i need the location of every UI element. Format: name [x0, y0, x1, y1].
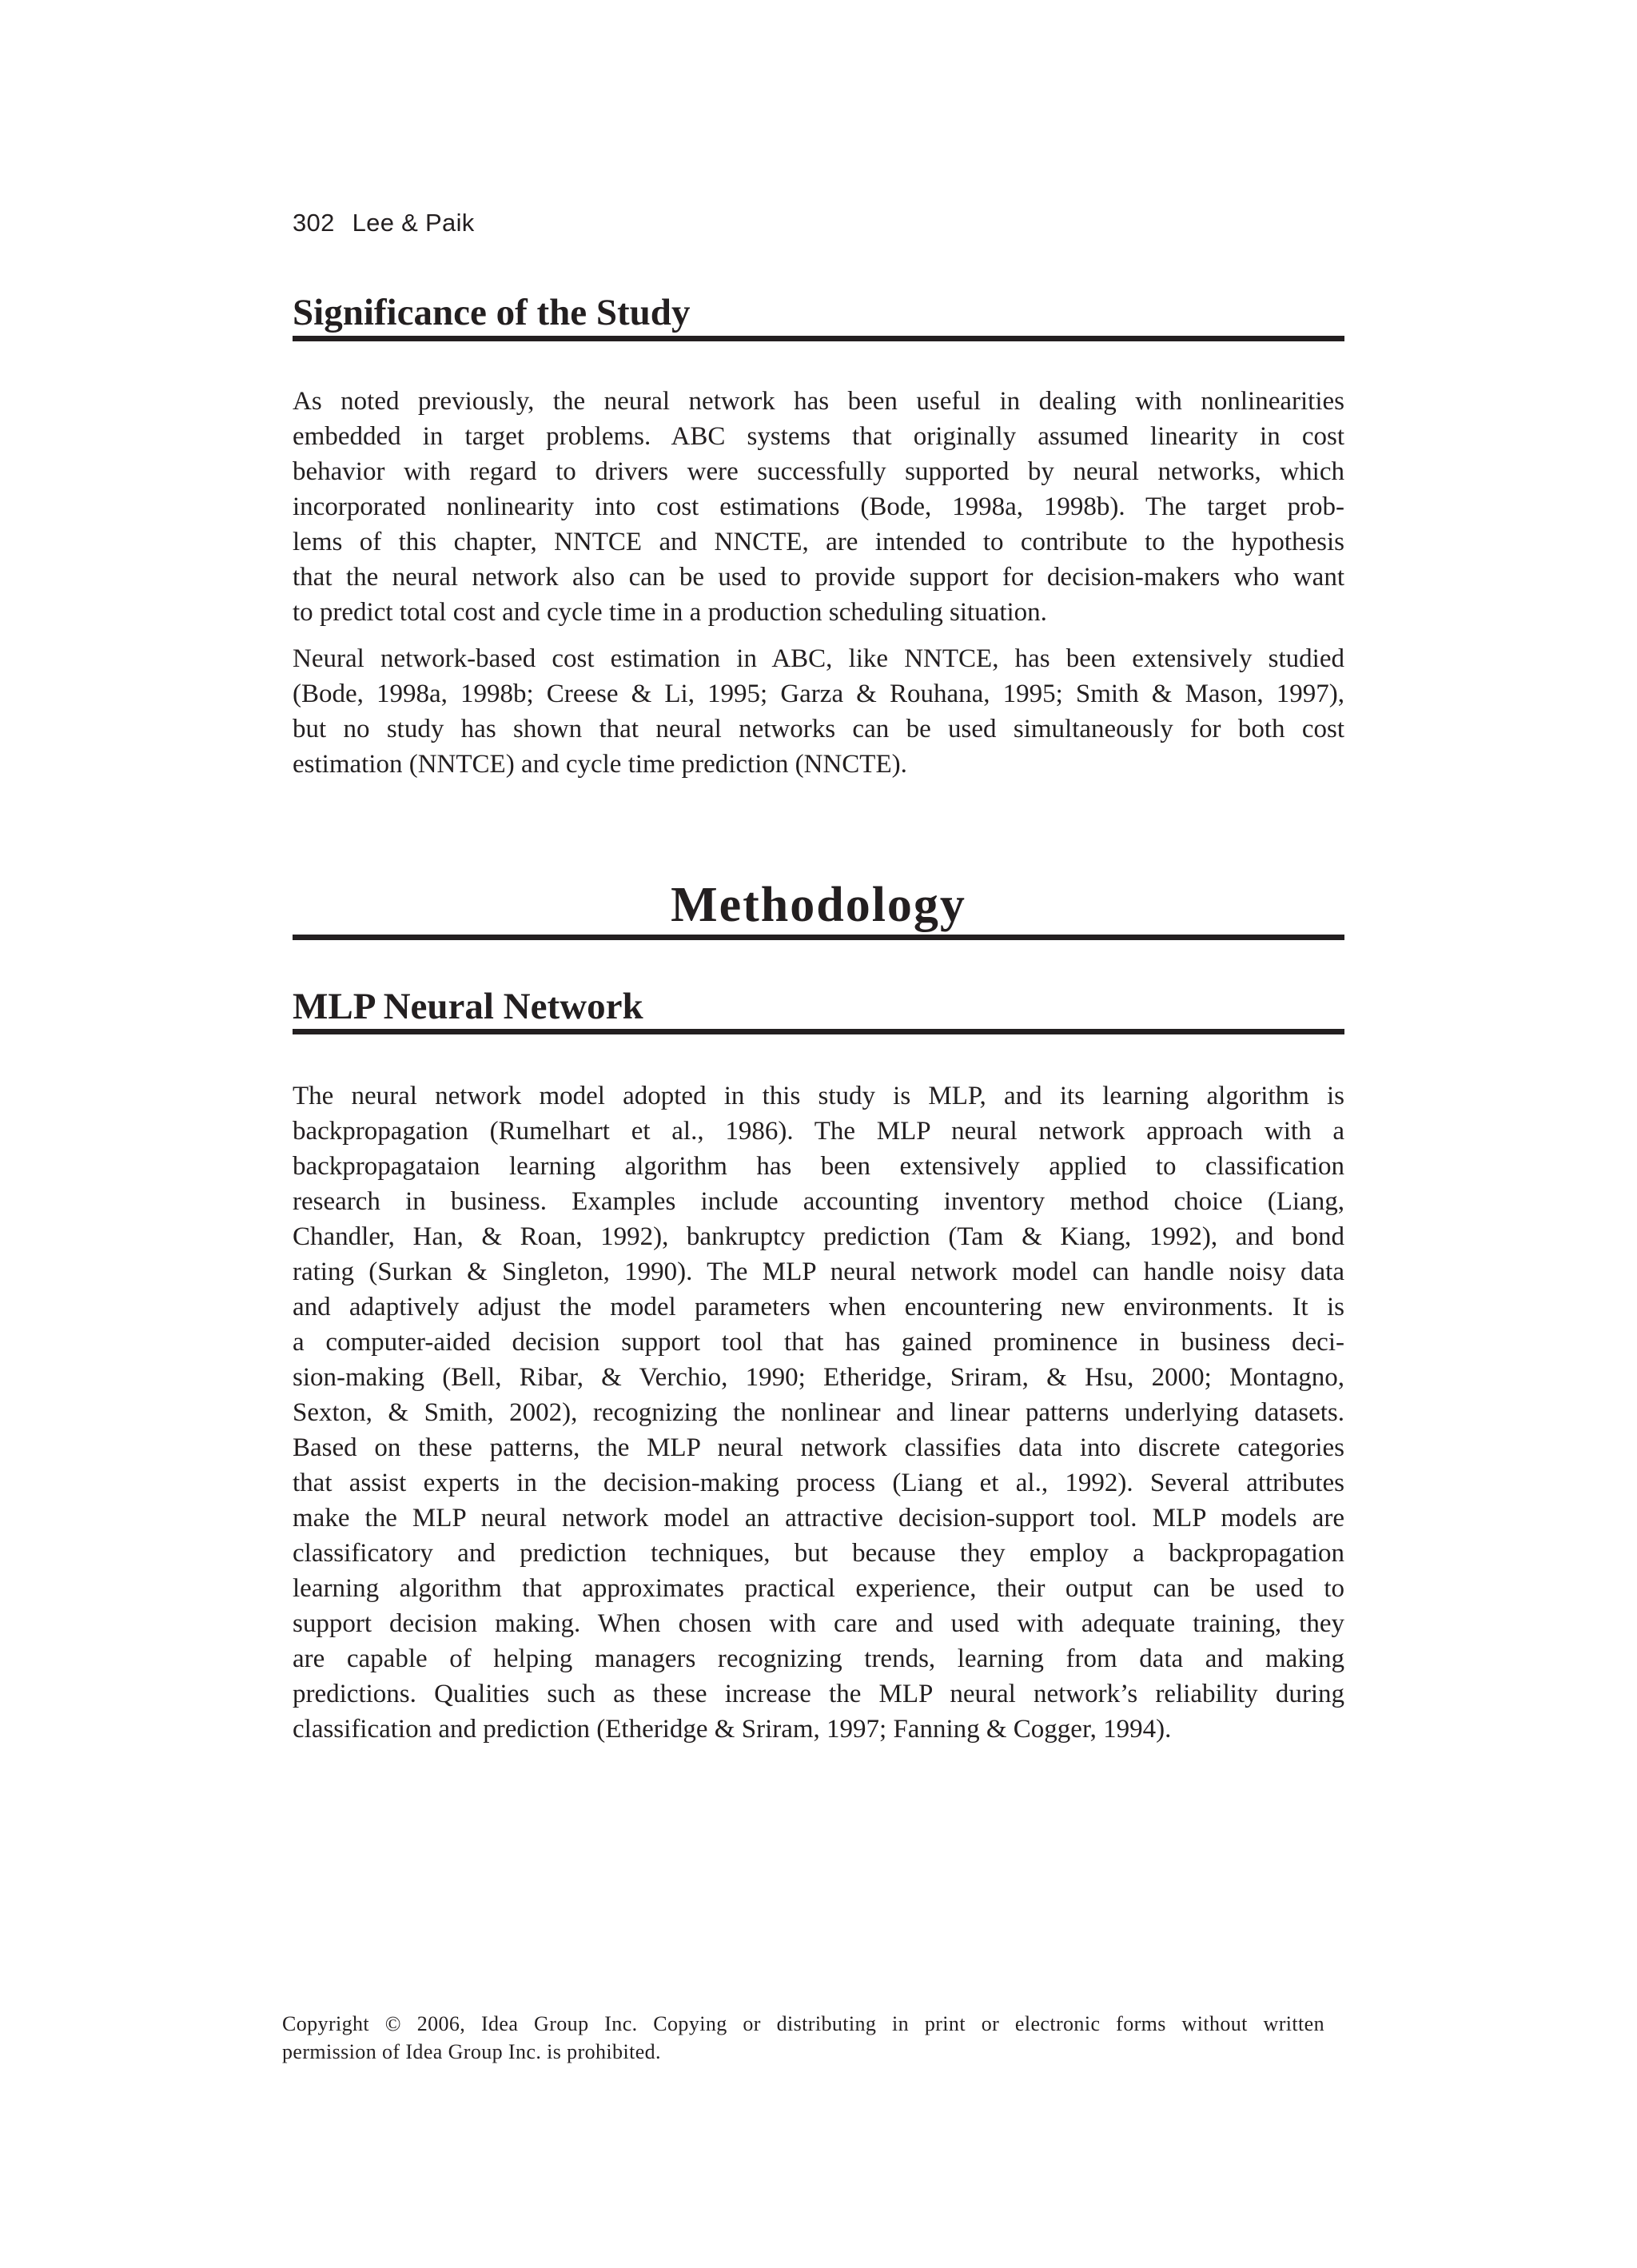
text-line: As noted previously, the neural network has been useful in dealing with nonlinearities: [293, 387, 1344, 416]
text-line: backpropagataion learning algorithm has been extensively applied to classification: [293, 1152, 1344, 1181]
running-header: [293, 207, 475, 239]
chapter-section-heading: Methodology: [671, 878, 966, 932]
significance-body: [293, 384, 1344, 782]
copyright-notice: [282, 2010, 1324, 2066]
text-line: lems of this chapter, NNTCE and NNCTE, are intended to contribute to the hypothesis: [293, 528, 1344, 556]
text-line: Neural network-based cost estimation in ABC, like NNTCE, has been extensively studied: [293, 644, 1344, 673]
text-line: make the MLP neural network model an attractive decision-support tool. MLP models are: [293, 1504, 1344, 1533]
text-line: a computer-aided decision support tool that has gained prominence in business deci-: [293, 1328, 1344, 1357]
text-line: classification and prediction (Etheridge & Sriram, 1997; Fanning & Cogger, 1994).: [293, 1715, 1172, 1744]
section-heading-significance: Significance of the Study: [293, 292, 691, 333]
page-number: 302: [293, 209, 335, 237]
text-line: embedded in target problems. ABC systems that originally assumed linearity in cost: [293, 422, 1344, 451]
text-line: estimation (NNTCE) and cycle time prediction (NNCTE).: [293, 750, 907, 779]
text-line: sion-making (Bell, Ribar, & Verchio, 1990; Etheridge, Sriram, & Hsu, 2000; Montagno,: [293, 1363, 1344, 1392]
text-line: backpropagation (Rumelhart et al., 1986). The MLP neural network approach with a: [293, 1117, 1344, 1146]
text-line: incorporated nonlinearity into cost estimations (Bode, 1998a, 1998b). The target prob-: [293, 492, 1344, 521]
section-heading-mlp: MLP Neural Network: [293, 986, 643, 1027]
mlp-body: [293, 1078, 1344, 1747]
copyright-line: permission of Idea Group Inc. is prohibited.: [282, 2040, 661, 2063]
section-rule: [293, 336, 1344, 341]
text-line: and adaptively adjust the model parameters when encountering new environments. It is: [293, 1293, 1344, 1321]
text-line: (Bode, 1998a, 1998b; Creese & Li, 1995; Garza & Rouhana, 1995; Smith & Mason, 1997),: [293, 680, 1344, 708]
running-header-authors: Lee & Paik: [352, 209, 475, 237]
text-line: Sexton, & Smith, 2002), recognizing the nonlinear and linear patterns underlying datasets.: [293, 1398, 1344, 1427]
text-line: The neural network model adopted in this study is MLP, and its learning algorithm is: [293, 1082, 1344, 1110]
text-line: that the neural network also can be used to provide support for decision-makers who want: [293, 563, 1344, 592]
text-line: are capable of helping managers recognizing trends, learning from data and making: [293, 1644, 1344, 1673]
text-line: but no study has shown that neural networks can be used simultaneously for both cost: [293, 715, 1344, 743]
text-line: behavior with regard to drivers were successfully supported by neural networks, which: [293, 457, 1344, 486]
text-line: learning algorithm that approximates practical experience, their output can be used to: [293, 1574, 1344, 1603]
copyright-line: Copyright © 2006, Idea Group Inc. Copying or distributing in print or electronic forms without written: [282, 2012, 1324, 2035]
text-line: research in business. Examples include accounting inventory method choice (Liang,: [293, 1187, 1344, 1216]
section-rule: [293, 935, 1344, 940]
text-line: Chandler, Han, & Roan, 1992), bankruptcy prediction (Tam & Kiang, 1992), and bond: [293, 1222, 1344, 1251]
text-line: support decision making. When chosen with care and used with adequate training, they: [293, 1609, 1344, 1638]
text-line: classificatory and prediction techniques, but because they employ a backpropagation: [293, 1539, 1344, 1568]
text-line: predictions. Qualities such as these increase the MLP neural network’s reliability during: [293, 1680, 1344, 1708]
text-line: that assist experts in the decision-making process (Liang et al., 1992). Several attributes: [293, 1469, 1344, 1497]
section-rule: [293, 1029, 1344, 1034]
text-line: Based on these patterns, the MLP neural network classifies data into discrete categories: [293, 1433, 1344, 1462]
text-line: rating (Surkan & Singleton, 1990). The MLP neural network model can handle noisy data: [293, 1258, 1344, 1286]
paragraph-gap: [293, 630, 1344, 641]
text-line: to predict total cost and cycle time in a production scheduling situation.: [293, 598, 1047, 627]
